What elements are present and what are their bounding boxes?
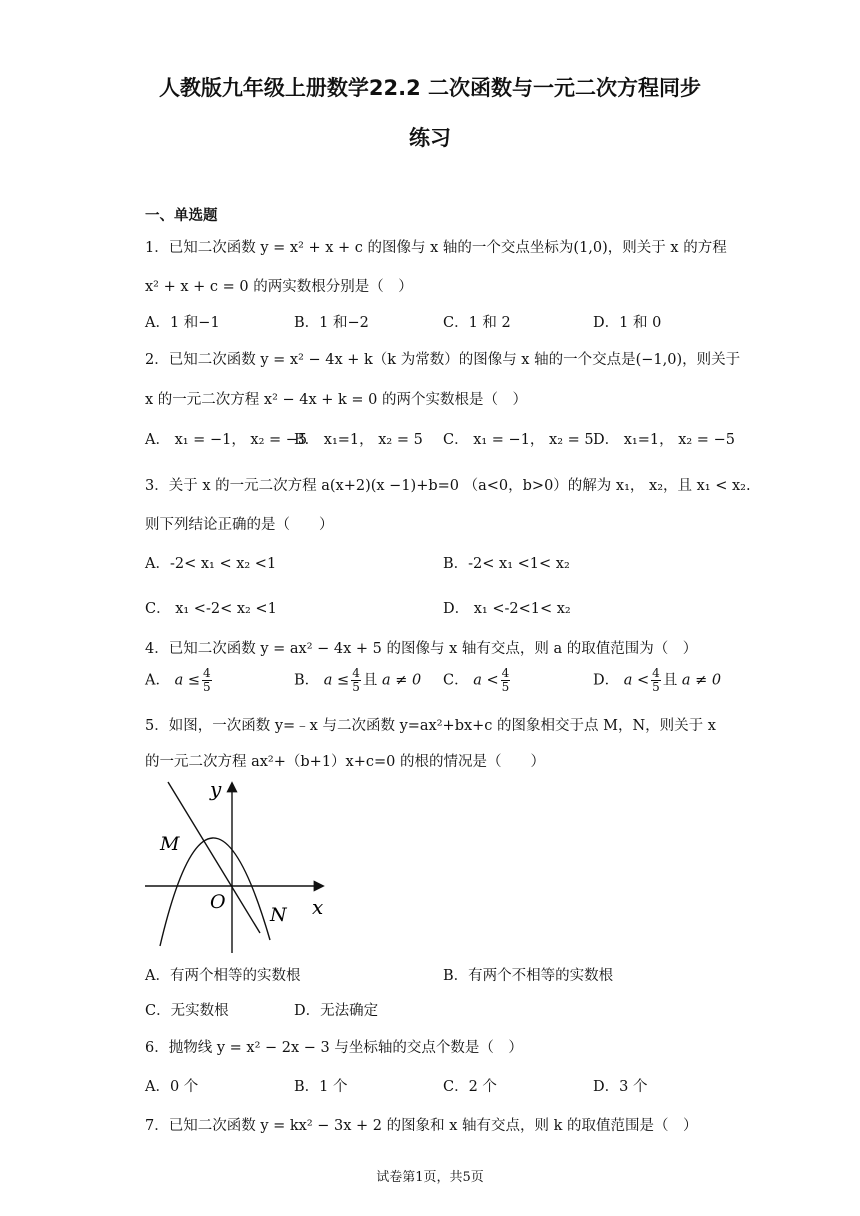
q4-option-c: C． a < $\frac{4}{5}$ (443, 666, 510, 694)
q2-option-a: A． x₁ = −1， x₂ = −5 (145, 432, 308, 448)
q6-option-a: A．0 个 (145, 1079, 199, 1095)
q3-option-c: C． x₁ <-2< x₂ <1 (145, 601, 277, 617)
label-x: x (312, 895, 324, 919)
q6-option-b: B．1 个 (294, 1079, 348, 1095)
q4-option-b: B． a ≤ $\frac{4}{5}$ 且 a ≠ 0 (294, 666, 422, 694)
title-line-2: 练习 (409, 126, 451, 150)
title-line-1: 人教版九年级上册数学22.2 二次函数与一元二次方程同步 (158, 76, 702, 100)
q3-line-1: 3．关于 x 的一元二次方程 a(x+2)(x −1)+b=0 （a<0，b>0）的解为 x₁， x₂，且 x₁ < x₂. (145, 478, 751, 494)
q2-line-1: 2．已知二次函数 y = x² − 4x + k（k 为常数）的图像与 x 轴的一个交点是(−1,0)，则关于 (145, 352, 741, 368)
q1-option-a: A．1 和−1 (145, 315, 220, 331)
q5-option-a: A．有两个相等的实数根 (145, 968, 301, 984)
q3-option-d: D． x₁ <-2<1< x₂ (443, 601, 571, 617)
label-y: y (210, 778, 222, 801)
label-origin: O (210, 891, 226, 913)
q5-option-b: B．有两个不相等的实数根 (443, 968, 614, 984)
q4-option-d: D． a < $\frac{4}{5}$ 且 a ≠ 0 (593, 666, 722, 694)
q1-line-1: 1．已知二次函数 y = x² + x + c 的图像与 x 轴的一个交点坐标为(1,0)，则关于 x 的方程 (145, 240, 727, 256)
q1-option-c: C．1 和 2 (443, 315, 511, 331)
q5-option-d: D．无法确定 (294, 1003, 379, 1019)
q5-line-1: 5．如图，一次函数 y=﹣x 与二次函数 y=ax²+bx+c 的图象相交于点 M，N，则关于 x (145, 718, 716, 734)
q4-option-a: A． a ≤ $\frac{4}{5}$ (145, 666, 211, 694)
q6-option-d: D．3 个 (593, 1079, 648, 1095)
q2-line-2: x 的一元二次方程 x² − 4x + k = 0 的两个实数根是（ ） (145, 392, 528, 408)
q4-line-1: 4．已知二次函数 y = ax² − 4x + 5 的图像与 x 轴有交点，则 a 的取值范围为（ ） (145, 641, 698, 657)
q7-line-1: 7．已知二次函数 y = kx² − 3x + 2 的图象和 x 轴有交点，则 k 的取值范围是（ ） (145, 1118, 698, 1134)
label-n: N (270, 904, 287, 926)
q5-line-2: 的一元二次方程 ax²+（b+1）x+c=0 的根的情况是（ ） (145, 754, 545, 770)
q6-option-c: C．2 个 (443, 1079, 497, 1095)
q5-option-c: C．无实数根 (145, 1003, 229, 1019)
q2-option-b: B． x₁=1， x₂ = 5 (294, 432, 423, 448)
page-footer: 试卷第1页，共5页 (376, 1170, 484, 1185)
q1-option-d: D．1 和 0 (593, 315, 662, 331)
q3-option-b: B．-2< x₁ <1< x₂ (443, 556, 570, 572)
q5-figure (140, 778, 330, 958)
q2-option-d: D． x₁=1， x₂ = −5 (593, 432, 735, 448)
label-m: M (160, 833, 180, 855)
q3-option-a: A．-2< x₁ < x₂ <1 (145, 556, 277, 572)
section-heading: 一、单选题 (145, 208, 218, 224)
q1-line-2: x² + x + c = 0 的两实数根分别是（ ） (145, 279, 413, 295)
q1-option-b: B．1 和−2 (294, 315, 369, 331)
q3-line-2: 则下列结论正确的是（ ） (145, 517, 334, 533)
q6-line-1: 6．抛物线 y = x² − 2x − 3 与坐标轴的交点个数是（ ） (145, 1040, 523, 1056)
q2-option-c: C． x₁ = −1， x₂ = 5 (443, 432, 594, 448)
